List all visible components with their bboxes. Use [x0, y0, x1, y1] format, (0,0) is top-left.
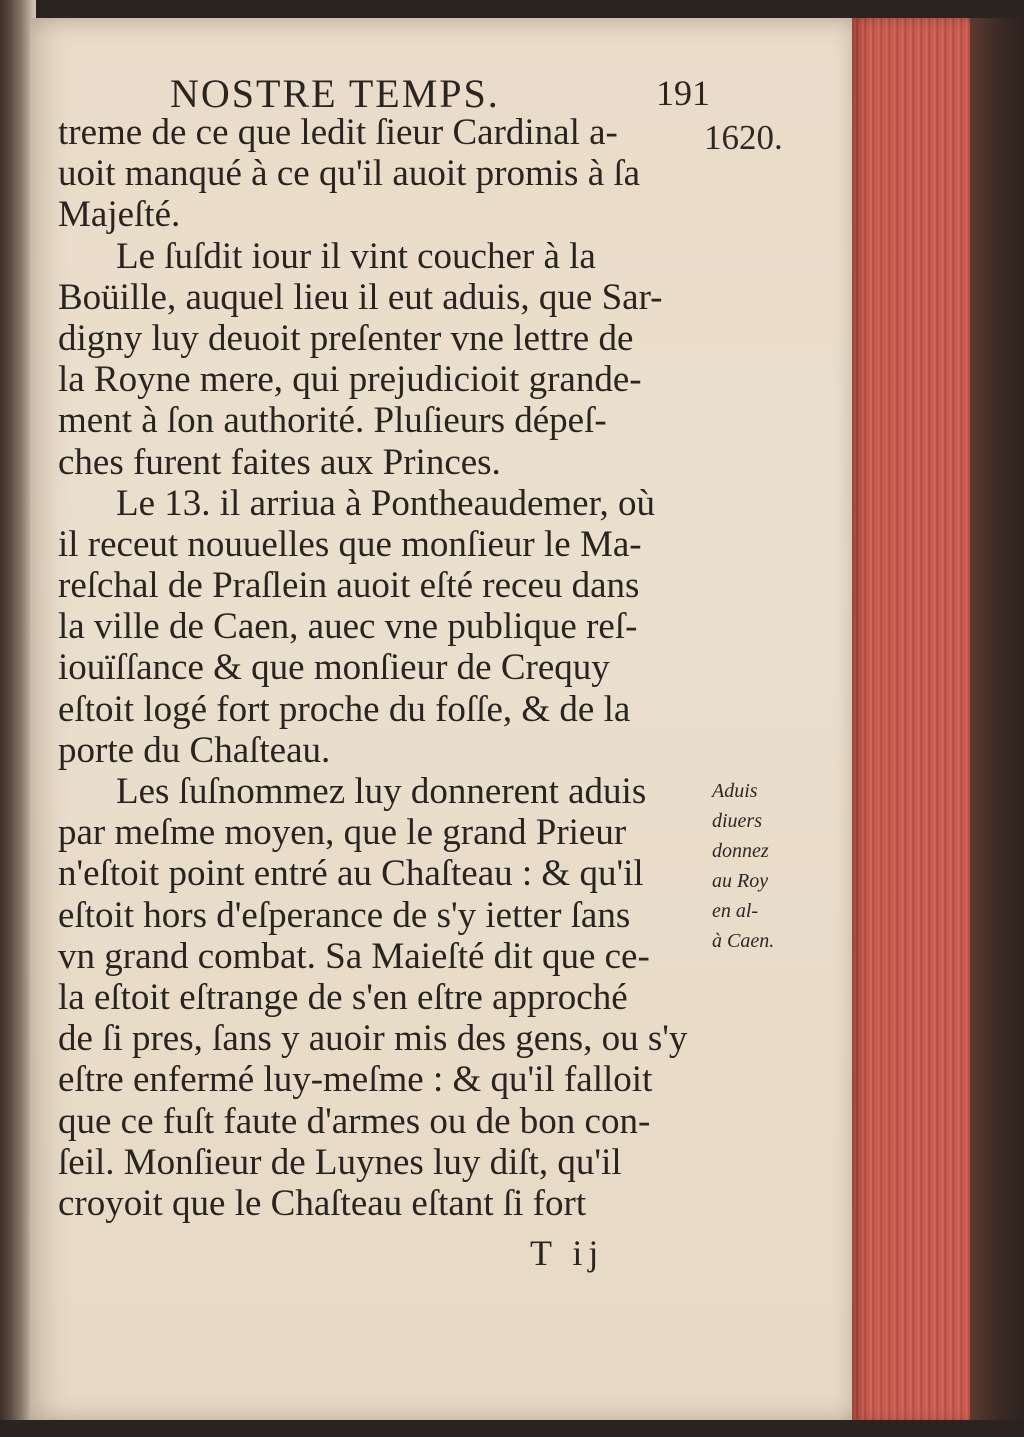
text-line: iouïſſance & que monſieur de Crequy: [58, 647, 610, 689]
text-line: ches furent faites aux Princes.: [58, 441, 501, 483]
text-line: eſtoit logé fort proche du foſſe, & de la: [58, 688, 631, 730]
text-line: reſchal de Praſlein auoit eſté receu dans: [58, 565, 640, 607]
signature-mark: T ij: [530, 1233, 605, 1273]
margin-year: 1620.: [704, 118, 783, 157]
margin-note-line: diuers: [712, 810, 762, 832]
margin-note-line: donnez: [712, 840, 769, 862]
text-line: uoit manqué à ce qu'il auoit promis à ſa: [58, 153, 641, 195]
text-line: Boüille, auquel lieu il eut aduis, que Sar-: [58, 276, 663, 318]
text-line: Les ſuſnommez luy donnerent aduis: [116, 771, 647, 812]
body-text: [58, 112, 718, 1224]
page-number: 191: [656, 73, 710, 113]
bottom-shadow: [0, 1420, 1024, 1437]
text-line: porte du Chaſteau.: [58, 729, 331, 771]
text-line: treme de ce que ledit ſieur Cardinal a-: [58, 112, 618, 153]
text-line: eſtre enfermé luy-meſme : & qu'il falloit: [58, 1059, 653, 1101]
text-line: il receut nouuelles que monſieur le Ma-: [58, 523, 642, 565]
text-line: Majeſté.: [58, 194, 181, 236]
text-line: ment à ſon authorité. Pluſieurs dépeſ-: [58, 400, 607, 442]
header-title: NOSTRE TEMPS.: [170, 71, 500, 116]
text-line: ſeil. Monſieur de Luynes luy diſt, qu'il: [58, 1141, 622, 1183]
book-cover-edge: [970, 18, 1024, 1422]
top-shadow: [0, 0, 1024, 20]
text-line: par meſme moyen, que le grand Prieur: [58, 812, 627, 854]
margin-note: [712, 776, 832, 956]
margin-note-line: en al-: [712, 900, 759, 922]
text-line: n'eſtoit point entré au Chaſteau : & qu'il: [58, 853, 644, 895]
text-line: croyoit que le Chaſteau eſtant ſi fort: [58, 1182, 587, 1224]
text-line: de ſi pres, ſans y auoir mis des gens, ou s'y: [58, 1018, 688, 1060]
text-line: digny luy deuoit preſenter vne lettre de: [58, 317, 634, 359]
text-line: la ville de Caen, auec vne publique reſ-: [58, 606, 638, 648]
text-line: la eſtoit eſtrange de s'en eſtre approché: [58, 976, 628, 1018]
text-line: Le 13. il arriua à Pontheaudemer, où: [116, 482, 655, 524]
margin-note-line: à Caen.: [712, 930, 775, 952]
text-line: eſtoit hors d'eſperance de s'y ietter ſans: [58, 894, 631, 936]
text-line: vn grand combat. Sa Maieſté dit que ce-: [58, 935, 650, 977]
margin-note-line: au Roy: [712, 870, 769, 892]
running-header: [170, 70, 710, 114]
text-line: que ce fuſt faute d'armes ou de bon con-: [58, 1100, 651, 1142]
margin-note-line: Aduis: [712, 780, 758, 802]
text-line: la Royne mere, qui prejudicioit grande-: [58, 359, 642, 401]
text-line: Le ſuſdit iour il vint coucher à la: [116, 235, 596, 277]
red-fore-edge: [852, 18, 970, 1422]
